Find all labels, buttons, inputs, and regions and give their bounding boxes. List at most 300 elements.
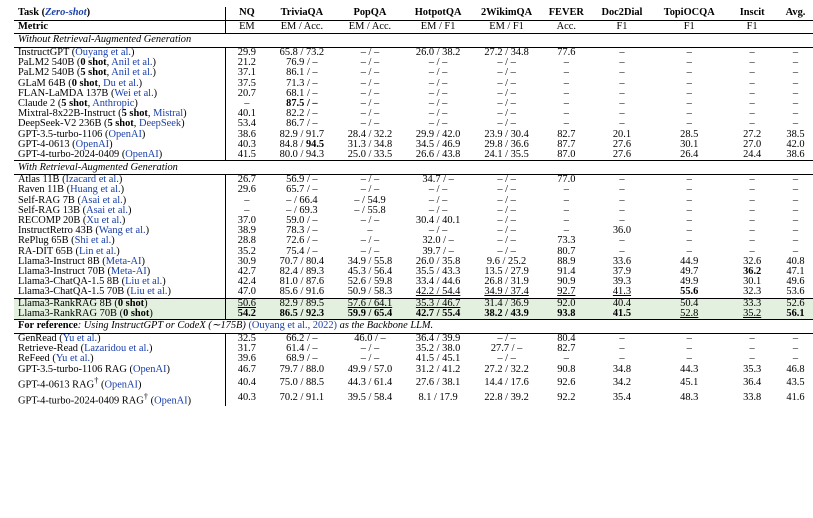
value-cell: 47.0 [225,287,268,298]
model-name: Llama3-Instruct 8B [18,255,100,267]
value-cell: 34.8 [612,363,632,375]
value-cell: 61.4 / – [286,343,318,355]
citation-link: Yu et al. [62,333,98,345]
model-name: Llama3-ChatQA-1.5 8B [18,276,119,288]
value-cell: – [367,225,373,237]
value-cell: – [726,48,778,59]
model-name: GPT-3.5-turbo-1106 [18,128,103,140]
section-title: Without Retrieval-Augmented Generation [14,34,813,48]
value-cell: 35.2 [225,247,268,257]
value-cell: – [619,343,625,355]
value-cell: 27.6 / 38.1 [415,376,461,388]
value-cell: 37.5 [225,79,268,89]
value-cell: – [749,353,755,365]
citation-link: OpenAI [154,395,188,407]
value-cell: – [619,67,625,79]
citation-link: Izacard et al. [65,174,119,186]
column-header-fever: FEVER [548,7,584,19]
column-header-topiocqa: TopiOCQA [663,7,715,19]
value-cell: – / – [497,87,516,99]
value-cell: 24.1 / 35.5 [484,149,529,161]
column-header-doc2dial: Doc2Dial [601,7,643,19]
value-cell: 53.6 [786,286,805,298]
value-cell: – [619,57,625,69]
value-cell: 27.7 / – [490,343,523,355]
table-row [14,344,813,354]
model-name: GPT-4-turbo-2024-0409 [18,149,120,161]
value-cell: 38.6 [225,130,268,140]
reference-text: as the Backbone LLM. [337,320,434,332]
value-cell: 35.4 [612,392,632,404]
citation-link: OpenAI [125,149,159,161]
section-title-row [14,34,813,48]
value-cell: – / – [497,67,516,79]
value-cell: – [749,118,755,130]
value-cell: – [225,196,268,206]
value-cell: 50.9 / 58.3 [347,286,393,298]
value-cell: – / – [360,353,380,365]
value-cell: 27.2 / 34.8 [472,48,541,59]
value-cell: 39.7 / – [422,245,454,257]
value-cell: – [592,175,652,186]
value-cell: 31.4 / 36.9 [472,298,541,309]
value-cell: – [792,235,799,247]
value-cell: 46.0 / – [336,334,404,345]
citation-link: Liu et al. [125,276,163,288]
value-cell: 49.9 / 57.0 [347,363,393,375]
value-cell: – [619,87,625,99]
model-name-cell: DeepSeek-V2 236B (5 shot, DeepSeek) [18,118,185,130]
value-cell: – / – [360,67,380,79]
value-cell: 26.4 [680,149,699,161]
value-cell: – / – [428,98,448,110]
model-name-cell: GenRead (Yu et al.) [14,334,225,345]
model-name-cell: Self-RAG 13B (Asai et al.) [18,204,132,216]
value-cell: – / 54.9 [354,194,386,206]
value-cell: – / – [497,353,516,365]
value-cell: – / – [472,175,541,186]
column-header-inscit: Inscit [739,7,765,19]
value-cell: 85.6 / 91.6 [279,286,325,298]
value-cell: – / – [360,235,380,247]
citation-link: Asai et al. [86,204,128,216]
table-row [14,206,813,216]
value-cell: – / – [428,184,448,196]
model-name: Llama3-RankRAG 8B [18,297,112,309]
table-row [14,236,813,246]
value-cell: 26.0 / 35.8 [415,255,461,267]
table-row [14,391,813,407]
model-name-cell: GPT-4-turbo-2024-0409 RAG† (OpenAI) [18,390,192,407]
model-name-cell: Claude 2 (5 shot, Anthropic) [18,98,138,110]
value-cell: – [563,215,569,227]
model-name-cell: InstructRetro 43B (Wang et al.) [18,225,150,237]
value-cell: – [619,194,625,206]
value-cell: 29.8 / 36.6 [484,138,529,150]
value-cell: – / – [428,118,448,130]
metric-cell: Acc. [541,21,592,34]
citation-link: Wang et al. [98,225,146,237]
value-cell: 41.5 [225,150,268,161]
value-cell: 26.7 [225,175,268,186]
metric-cell: EM / F1 [404,21,472,34]
value-cell: 38.2 / 43.9 [472,309,541,320]
value-cell: 37.1 [225,68,268,78]
value-cell: – [686,225,692,237]
value-cell: – / – [428,194,448,206]
value-cell: 45.3 / 56.4 [347,266,393,278]
value-cell: 40.3 [225,391,268,407]
model-name: RECOMP 20B [18,215,81,227]
value-cell: – [749,245,755,257]
value-cell: 13.5 / 27.9 [484,266,529,278]
value-cell: – [225,206,268,216]
model-name: Mixtral-8x22B-Instruct [18,108,116,120]
value-cell: 21.2 [225,58,268,68]
shot-setting: 5 shot [121,108,148,120]
value-cell: 78.3 / – [286,225,318,237]
value-cell: – [592,48,652,59]
value-cell: 68.9 / – [286,353,318,365]
value-cell: – [686,245,692,257]
value-cell: – / – [428,87,448,99]
model-name: PaLM2 540B [18,57,75,69]
section-title: With Retrieval-Augmented Generation [14,161,813,175]
model-name: GPT-4-0613 [18,138,70,150]
value-cell: 71.3 / – [286,77,318,89]
value-cell: – [778,48,813,59]
value-cell: 55.6 [680,286,699,298]
value-cell: – / – [428,77,448,89]
column-header-triviaqa: TriviaQA [280,7,324,19]
value-cell: 41.6 [786,392,805,404]
value-cell: 27.6 [612,138,632,150]
model-name: Self-RAG 7B [18,194,75,206]
value-cell: 93.8 [541,309,592,320]
section-title-row [14,161,813,175]
value-cell: – [686,194,692,206]
value-cell: 31.3 / 34.8 [347,138,393,150]
model-name-cell: Mixtral-8x22B-Instruct (5 shot, Mistral) [18,108,187,120]
value-cell: 37.9 [612,266,632,278]
value-cell: 33.6 [612,255,632,267]
value-cell: – [652,334,726,345]
value-cell: 88.9 [557,255,576,267]
value-cell: – / – [497,225,516,237]
value-cell: – [749,343,755,355]
value-cell: 53.4 [225,119,268,129]
table-row [14,365,813,375]
model-name: Llama3-ChatQA-1.5 70B [18,286,125,298]
value-cell: 30.9 [225,257,268,267]
citation-link: Wei et al. [114,87,154,99]
value-cell: – / – [497,215,516,227]
value-cell: 49.6 [786,276,805,288]
metric-label: Metric [14,21,225,34]
value-cell: – [749,194,755,206]
model-name-cell: GPT-4-turbo-2024-0409 (OpenAI) [18,149,163,161]
value-cell: – [563,67,569,79]
citation-link: OpenAI [104,379,138,391]
value-cell: 40.4 [225,375,268,391]
citation-link: Yu et al. [55,353,91,365]
model-name-cell: Retrieve-Read (Lazaridou et al.) [18,343,153,355]
reference-heading [14,320,813,334]
model-name: GPT-3.5-turbo-1106 RAG [18,363,127,375]
value-cell: – [619,118,625,130]
value-cell: 82.4 / 89.3 [279,266,325,278]
metric-cell: EM / Acc. [336,21,404,34]
citation-link: Meta-AI [105,255,142,267]
citation-link: Anil et al. [111,67,153,79]
model-name-cell: Llama3-RankRAG 70B (0 shot) [14,309,225,320]
citation-link: Shi et al. [74,235,112,247]
value-cell: 29.9 / 42.0 [415,128,461,140]
value-cell: 32.5 [225,334,268,345]
citation-link: OpenAI [108,128,142,140]
value-cell: – / – [497,194,516,206]
value-cell: 87.0 [557,149,576,161]
value-cell: 87.7 [557,138,576,150]
value-cell: – [619,108,625,120]
value-cell: 25.0 / 33.5 [347,149,393,161]
model-name: Claude 2 [18,98,56,110]
value-cell: – [792,98,799,110]
metric-cell: EM / Acc. [268,21,336,34]
table-row [14,185,813,195]
value-cell: 81.0 / 87.6 [279,276,325,288]
value-cell: 72.6 / – [286,235,318,247]
column-header-nq: NQ [225,7,268,21]
value-cell: – [726,175,778,186]
value-cell: 82.2 / – [286,108,318,120]
value-cell: – [592,334,652,345]
model-name-cell: Atlas 11B (Izacard et al.) [14,175,225,186]
value-cell: 27.0 [743,138,762,150]
model-name-cell: Llama3-ChatQA-1.5 8B (Liu et al.) [18,276,166,288]
value-cell: 52.8 [652,309,726,320]
value-cell: – [792,87,799,99]
value-cell: – [686,67,692,79]
citation-link: Asai et al. [80,194,123,206]
value-cell: 82.7 [557,343,576,355]
metric-cell: F1 [592,21,652,34]
reference-heading-row [14,320,813,334]
value-cell: – [686,118,692,130]
citation-link: Ouyang et al. [75,47,131,58]
value-cell: – [652,48,726,59]
model-name-cell: RA-DIT 65B (Lin et al.) [18,245,120,257]
value-cell: 39.3 [612,276,632,288]
value-cell: 86.1 / – [286,67,318,79]
column-header-popqa: PopQA [353,7,387,19]
value-cell: – [686,235,692,247]
reference-text: : Using InstructGPT or CodeX (∼175B) [77,320,249,332]
value-cell: – / – [497,57,516,69]
shot-setting: 0 shot [80,57,107,69]
value-cell: 36.4 [743,376,762,388]
value-cell: – [792,225,799,237]
value-cell: – [619,77,625,89]
value-cell: – [619,235,625,247]
citation-link: Du et al. [103,77,139,89]
value-cell: – [792,118,799,130]
value-cell: 40.8 [786,255,805,267]
value-cell: 22.8 / 39.2 [484,392,529,404]
model-name-cell: RePlug 65B (Shi et al.) [18,235,115,247]
model-name-cell: PaLM2 540B (5 shot, Anil et al.) [18,67,156,79]
value-cell: 32.0 / – [422,235,454,247]
value-cell: 50.4 [652,298,726,309]
value-cell: – [686,184,692,196]
value-cell: 32.6 [743,255,762,267]
model-name: DeepSeek-V2 236B [18,118,102,130]
value-cell: 87.5 / – [286,98,318,110]
reference-label: For reference [18,320,78,332]
value-cell: – [792,343,799,355]
value-cell: 44.3 [680,363,699,375]
value-cell: – / – [497,108,516,120]
value-cell: – / 66.4 [286,194,318,206]
shot-setting: 5 shot [80,67,107,79]
value-cell: 38.9 [225,226,268,236]
value-cell: 42.4 [225,277,268,287]
value-cell: 33.8 [743,392,762,404]
value-cell: – [792,184,799,196]
value-cell: 26.6 / 43.8 [415,149,461,161]
value-cell: 57.6 / 64.1 [336,298,404,309]
value-cell: – [619,184,625,196]
value-cell: – / 55.8 [354,204,386,216]
value-cell: – / – [360,57,380,69]
value-cell: 42.0 [786,138,805,150]
value-cell: 52.6 [778,298,813,309]
value-cell: 36.4 / 39.9 [404,334,472,345]
bold-value: 94.5 [305,138,325,150]
value-cell: – [652,175,726,186]
value-cell: 46.7 [225,365,268,375]
model-name: RA-DIT 65B [18,245,73,257]
value-cell: – / – [497,98,516,110]
value-cell: – / – [360,184,380,196]
value-cell: – [686,77,692,89]
citation-link: Mistral [153,108,184,120]
citation-link: DeepSeek [138,118,182,130]
model-name: Llama3-Instruct 70B [18,266,105,278]
value-cell: 80.7 [557,245,576,257]
value-cell: – [563,57,569,69]
value-cell: 86.5 / 92.3 [268,309,336,320]
value-cell: – / – [497,77,516,89]
table-row [14,196,813,206]
table-row [14,175,813,186]
value-cell: 47.1 [786,266,805,278]
value-cell: – / – [497,184,516,196]
value-cell: 65.8 / 73.2 [268,48,336,59]
value-cell: – [563,184,569,196]
value-cell: 65.7 / – [286,184,318,196]
value-cell: 28.8 [225,236,268,246]
value-cell: – [619,353,625,365]
model-name: Llama3-RankRAG 70B [18,307,117,319]
value-cell: – [686,98,692,110]
value-cell: 35.2 [726,309,778,320]
model-name-cell: Llama3-ChatQA-1.5 70B (Liu et al.) [18,286,171,298]
value-cell: – / – [472,334,541,345]
model-name-cell: Llama3-RankRAG 8B (0 shot) [14,298,225,309]
value-cell: 32.3 [743,286,762,298]
model-name: Self-RAG 13B [18,204,81,216]
value-cell: – / – [360,215,380,227]
value-cell: 49.7 [680,266,699,278]
model-name-cell: Raven 11B (Huang et al.) [18,184,125,196]
metric-row [14,21,813,34]
value-cell: 75.4 / – [286,245,318,257]
value-cell: 28.5 [680,128,699,140]
model-name: Atlas 11B [18,174,60,186]
table-row [14,287,813,298]
value-cell: – / – [428,67,448,79]
value-cell: 90.8 [557,363,576,375]
value-cell: 29.9 [225,48,268,59]
value-cell: 27.6 [612,149,632,161]
value-cell: – [563,353,569,365]
results-table-body [14,7,813,406]
value-cell: 77.0 [541,175,592,186]
value-cell: 44.3 / 61.4 [347,376,393,388]
column-header-hotpotqa: HotpotQA [414,7,462,19]
model-name-cell: Llama3-Instruct 8B (Meta-AI) [18,255,145,267]
value-cell: – [563,98,569,110]
value-cell: 14.4 / 17.6 [484,376,529,388]
metric-cell: EM [225,21,268,34]
value-cell: 30.1 [743,276,762,288]
value-cell: 42.7 / 55.4 [404,309,472,320]
value-cell: 26.8 / 31.9 [484,276,529,288]
citation-link: OpenAI [75,138,110,150]
value-cell: 59.0 / – [286,215,318,227]
model-name: Raven 11B [18,184,65,196]
value-cell: 42.2 / 54.4 [415,286,461,298]
value-cell: – / – [497,204,516,216]
value-cell: 34.7 / – [404,175,472,186]
model-name: Retrieve-Read [18,343,79,355]
value-cell: 41.5 / 45.1 [415,353,461,365]
shot-setting: 0 shot [71,77,98,89]
model-name: GLaM 64B [18,77,66,89]
value-cell: – [686,87,692,99]
value-cell: 29.6 [225,185,268,195]
model-name: PaLM2 540B [18,67,75,79]
value-cell: – / – [497,245,516,257]
value-cell: 9.6 / 25.2 [486,255,527,267]
value-cell: 48.3 [680,392,699,404]
value-cell: 92.7 [557,286,576,298]
value-cell: 56.9 / – [268,175,336,186]
value-cell: 80.4 [541,334,592,345]
value-cell: 40.3 [225,140,268,150]
value-cell: 41.3 [612,286,632,298]
value-cell: 82.9 / 91.7 [279,128,325,140]
citation-link: Anil et al. [111,57,153,69]
value-cell: 35.2 / 38.0 [415,343,461,355]
value-cell: – [792,108,799,120]
value-cell: – [749,225,755,237]
value-cell: 92.0 [541,298,592,309]
value-cell: 76.9 / – [286,57,318,69]
value-cell: 35.3 [743,363,762,375]
task-header: Task (Zero-shot) [18,7,91,19]
